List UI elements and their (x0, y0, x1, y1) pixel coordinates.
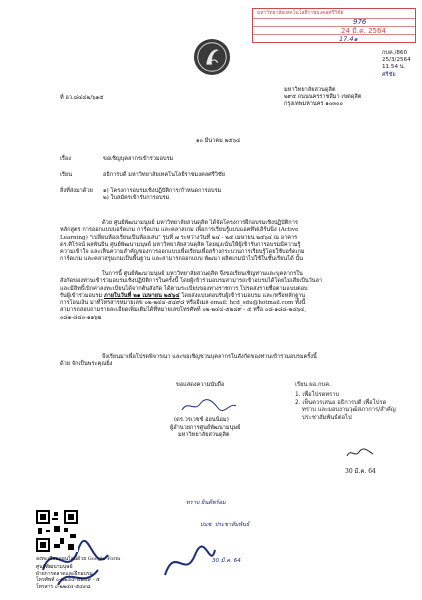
recipient-text: อธิการบดี มหาวิทยาลัยเทคโนโลยีราชมงคลศรีวิชัย (103, 172, 225, 178)
approval-signature (345, 446, 375, 460)
para2-text: รับผู้เข้าร่วมอบรม (60, 292, 103, 299)
qr-caption: ลงทะเบียนออนไลน์ด้วย Google Form (36, 556, 121, 562)
para1-line: การ์ดเกม และคลาสรูมเกมเป็นพื้นฐาน และสามารถออกแบบ พัฒนา ผลิตเกมนำไปใช้ในชั้นเรียนได้ นั้น (60, 256, 304, 263)
para3-line: จึงเรียนมาเพื่อโปรดพิจารณา และขอเชิญชวนบุคลากรในสังกัดของท่านเข้าร่วมอบรมครั้งนี้ (102, 354, 317, 360)
position-line: มหาวิทยาลัยสวนดุสิต (178, 432, 230, 439)
director-position (170, 425, 240, 439)
position-line: ผู้อำนวยการศูนย์พัฒนามนุษย์ (170, 425, 241, 431)
subject-text: ขอเชิญบุคลากรเข้าร่วมอบรม (103, 156, 174, 162)
approval-date: 30 มี.ค. 64 (345, 468, 376, 475)
para2-line: ในการนี้ ศูนย์พัฒนามนุษย์ มหาวิทยาลัยสวนดุสิต จึงขอเรียนเชิญท่านและบุคลากรใน (102, 271, 303, 277)
registration-qr-code[interactable] (36, 510, 78, 552)
sender-line: ๒๙๕ ถนนนครราชสีมา เขตดุสิต (284, 94, 362, 101)
para1-line: Learning) "เปลี่ยนห้องเรียนเป็นห้องเล่น" รุ่นที่ ๗ ระหว่างวันที่ ๒๔ - ๒๕ เมษายน ๒๕๖๔ ณ อาคาร (60, 234, 298, 241)
attachment-item: ๑) โครงการอบรมเชิงปฏิบัติการ/กำหนดการอบรม (103, 188, 222, 194)
para3-line: ด้วย จักเป็นพระคุณยิ่ง (60, 361, 113, 368)
receipt-note-line: กบค./860 (382, 50, 408, 56)
body-paragraph-2 (60, 271, 360, 322)
attachment-item: ๒) ใบสมัครเข้ารับการอบรม (103, 195, 170, 202)
para2-line: สังกัดของท่านเข้าร่วมอบรมเชิงปฏิบัติการในครั้งนี้ โดยผู้เข้าร่วมอบรมสามารถเข้าอบรมได้โดยไม่เสียเป็นวันลา (60, 278, 323, 285)
stamp-title: มหาวิทยาลัยเทคโนโลยีราชมงคลศรีวิชัย (257, 10, 344, 16)
para2-line: และมีสิทธิ์เบิกค่าลงทะเบียนได้จากต้นสังกัด ได้ตามระเบียบของทางราชการ โปรดส่งรายชื่อตามแบบตอบ (60, 285, 308, 292)
para2-line: สามารถสอบถามรายละเอียดเพิ่มเติมได้ที่หมายเลขโทรศัพท์ ๐๒-๒๔๔-๕๒๔๙ - ๕ หรือ ๐๘-๑๘๘-๒๘๖๔, (60, 307, 307, 314)
para2-line: การโอนเงิน มาที่โทรสารหมายเลข ๐๒-๒๔๔-๕๔๙๘ หรืออีเมล email: hcd_sdu@hotmail.com ทั้งนี้ (60, 300, 306, 307)
director-name: (ดร.วรเวชช์ อ่อนน้อม) (174, 417, 229, 423)
handwritten-note-1: ทราบ ยินดีพร้อม (186, 500, 226, 506)
para1-line: หลักสูตร การออกแบบบอร์ดเกม การ์ดเกม และคลาสเกม เพื่อการเรียนรู้แบบแอคทีฟเลิร์นนิ่ง (Active (60, 227, 299, 234)
contact-center: ศูนย์พัฒนามนุษย์ (36, 564, 73, 570)
stamp-number: 976 (353, 18, 367, 26)
stamp-time: 17.4๑ (339, 35, 358, 43)
subject-label: เรื่อง (60, 156, 72, 162)
director-signature (178, 396, 238, 416)
handwritten-note-3: 30 มี.ค. 64 (212, 558, 241, 564)
contact-block (36, 564, 100, 590)
contact-fax: โทรสาร ๐-๒๒๔๔-๕๔๙๘ (36, 583, 91, 590)
approval-line: ประชาสัมพันธ์ต่อไป (302, 414, 352, 421)
receipt-note-line: 25/3/2564 (382, 57, 411, 64)
sender-line: กรุงเทพมหานคร ๑๐๓๐๐ (284, 101, 343, 108)
para2-text: โดยส่งแบบตอบรับผู้เข้าร่วมอบรม และ/หรือหลักฐาน (181, 292, 306, 299)
doc-number: ที่ อว.๘๔๔๒/๖๑๕ (60, 95, 104, 101)
receipt-note-line: ศรีชัย (382, 71, 396, 78)
stamp-date: 24 มี.ค. 2564 (341, 27, 386, 35)
letter-date: ๑๐ มีนาคม ๒๕๖๔ (196, 138, 241, 144)
sender-address (284, 87, 361, 109)
contact-division: ฝ่ายการตลาดและฝึกอบรม (36, 570, 93, 577)
attachments-label: สิ่งที่ส่งมาด้วย (60, 188, 93, 194)
body-paragraph-3 (60, 354, 360, 369)
receiving-stamp (252, 8, 416, 43)
handwritten-note-2: ปนช. ประชาสัมพันธ์ (200, 522, 250, 528)
regards: ขอแสดงความนับถือ (176, 382, 225, 388)
approval-line: เรียน ผอ.กบค. (295, 382, 331, 388)
para1-line: ด้วย ศูนย์พัฒนามนุษย์ มหาวิทยาลัยสวนดุสิต ได้จัดโครงการฝึกอบรมเชิงปฏิบัติการ (102, 220, 298, 226)
attachments-list (103, 188, 221, 202)
contact-phone: โทรศัพท์ ๐-๒๒๔๔-๕๒๔๙ - ๕ (36, 577, 100, 584)
receipt-note-line: 11.54 น. (382, 64, 406, 71)
body-paragraph-1 (60, 220, 360, 264)
university-logo (193, 38, 231, 76)
recipient-label: เรียน (60, 172, 73, 178)
large-signature-2 (160, 540, 220, 585)
para2-line: ๐๘๑-๘๔๐-๑๑๖๒ (60, 314, 102, 321)
approval-line: 2. เห็นควรเสนอ อธิการบดี เพื่อโปรด (295, 399, 387, 406)
receipt-note (382, 50, 411, 79)
para1-line: ดร.ศิโรจน์ ผลพันธิน ศูนย์พัฒนามนุษย์ มหาวิทยาลัยสวนดุสิต โดยมุ่งเน้นให้ผู้เข้ารับการอบรมมีความรู้ (60, 241, 301, 248)
sender-line: มหาวิทยาลัยสวนดุสิต (284, 87, 336, 93)
approval-line: 1. เพื่อโปรดทราบ (295, 392, 340, 399)
approval-line: ทราบ และมอบงานวุฒิสภาการ/สำคัญ (302, 407, 396, 414)
approval-note (295, 382, 396, 422)
para1-line: ความเข้าใจ และเห็นความสำคัญของการออกแบบเพื่อเรียนเพื่อสร้างกระบวนการเรียนรู้โดยใช้บอร์ดเกม (60, 249, 305, 256)
deadline: ภายในวันที่ ๒๑ เมษายน ๒๕๖๔ (103, 292, 180, 299)
